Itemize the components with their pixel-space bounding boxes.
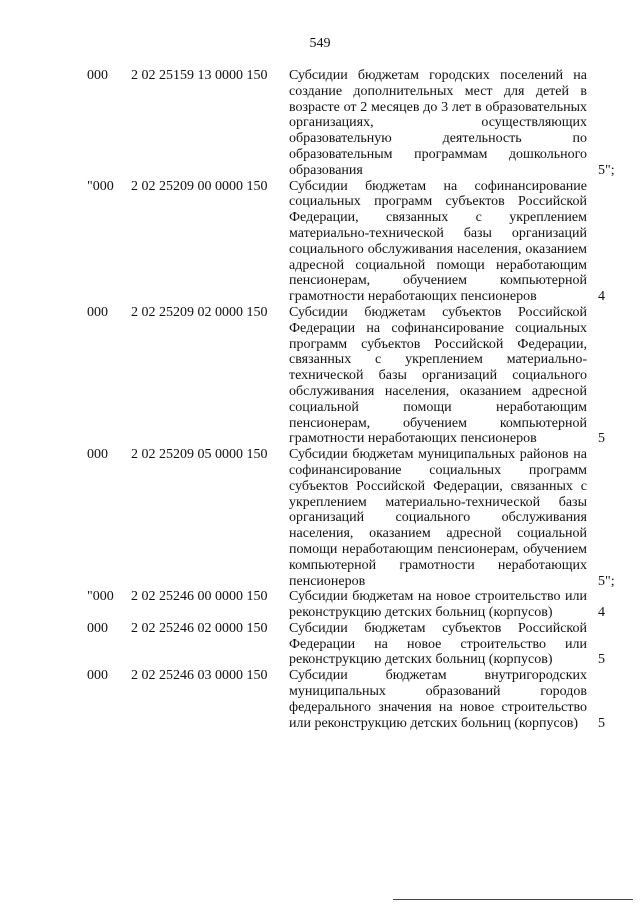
- table-row: [0, 68, 640, 179]
- normative-value: 5: [598, 431, 605, 447]
- table-row: [0, 668, 640, 731]
- admin-code: 000: [87, 668, 108, 684]
- page-number: 549: [309, 36, 331, 51]
- budget-classification-code: 2 02 25209 02 0000 150: [131, 304, 268, 320]
- table-row: [0, 179, 640, 305]
- bottom-divider: [393, 899, 633, 900]
- income-description: Субсидии бюджетам на новое строительство или реконструкцию детских больниц (корпусов): [289, 589, 587, 621]
- income-description: Субсидии бюджетам городских поселений на создание дополнительных мест для детей в возрасте от 2 месяцев до 3 лет в образовательных организациях, осуществляющих образовательную деятельность по образовательным программам дошкольного образования: [289, 68, 587, 178]
- income-description: Субсидии бюджетам на софинансирование социальных программ субъектов Российской Федерации, связанных с укреплением материально-технической базы организаций социального обслуживания населения, оказанием адресной социальной помощи неработающим пенсионерам, обучением компьютерной грамотности неработающих пенсионеров: [289, 178, 587, 305]
- normative-value: 5";: [598, 573, 615, 589]
- normative-value: 5: [598, 652, 605, 668]
- budget-classification-code: 2 02 25246 03 0000 150: [131, 668, 268, 684]
- budget-classification-code: 2 02 25246 02 0000 150: [131, 620, 268, 636]
- budget-codes-table: [0, 68, 640, 731]
- admin-code: 000: [87, 620, 108, 636]
- table-row: [0, 305, 640, 447]
- income-description: Субсидии бюджетам муниципальных районов на софинансирование социальных программ субъектов Российской Федерации, связанных с укреплением материально-технической базы организаций социального обслуживания населения, оказанием адресной социальной помощи неработающим пенсионерам, обучением компьютерной грамотности неработающих пенсионеров: [289, 447, 587, 589]
- admin-code: 000: [87, 68, 108, 83]
- normative-value: 4: [598, 289, 605, 305]
- normative-value: 4: [598, 605, 605, 621]
- budget-classification-code: 2 02 25209 05 0000 150: [131, 447, 268, 463]
- income-description: Субсидии бюджетам субъектов Российской Федерации на новое строительство или реконструкцию детских больниц (корпусов): [289, 620, 587, 668]
- admin-code: "000: [87, 589, 114, 605]
- budget-classification-code: 2 02 25159 13 0000 150: [131, 68, 268, 83]
- income-description: Субсидии бюджетам субъектов Российской Федерации на софинансирование социальных программ субъектов Российской Федерации, связанных с укреплением материально-технической базы организаций социального обслуживания населения, оказанием адресной социальной помощи неработающим пенсионерам, обучением компьютерной грамотности неработающих пенсионеров: [289, 304, 587, 447]
- budget-classification-code: 2 02 25209 00 0000 150: [131, 178, 268, 194]
- admin-code: 000: [87, 447, 108, 463]
- admin-code: 000: [87, 304, 108, 320]
- table-row: [0, 621, 640, 668]
- budget-classification-code: 2 02 25246 00 0000 150: [131, 589, 268, 605]
- table-row: [0, 447, 640, 589]
- admin-code: "000: [87, 178, 114, 194]
- normative-value: 5";: [598, 162, 615, 178]
- table-row: [0, 589, 640, 621]
- income-description: Субсидии бюджетам внутригородских муниципальных образований городов федерального значения на новое строительство или реконструкцию детских больниц (корпусов): [289, 668, 587, 731]
- normative-value: 5: [598, 715, 605, 731]
